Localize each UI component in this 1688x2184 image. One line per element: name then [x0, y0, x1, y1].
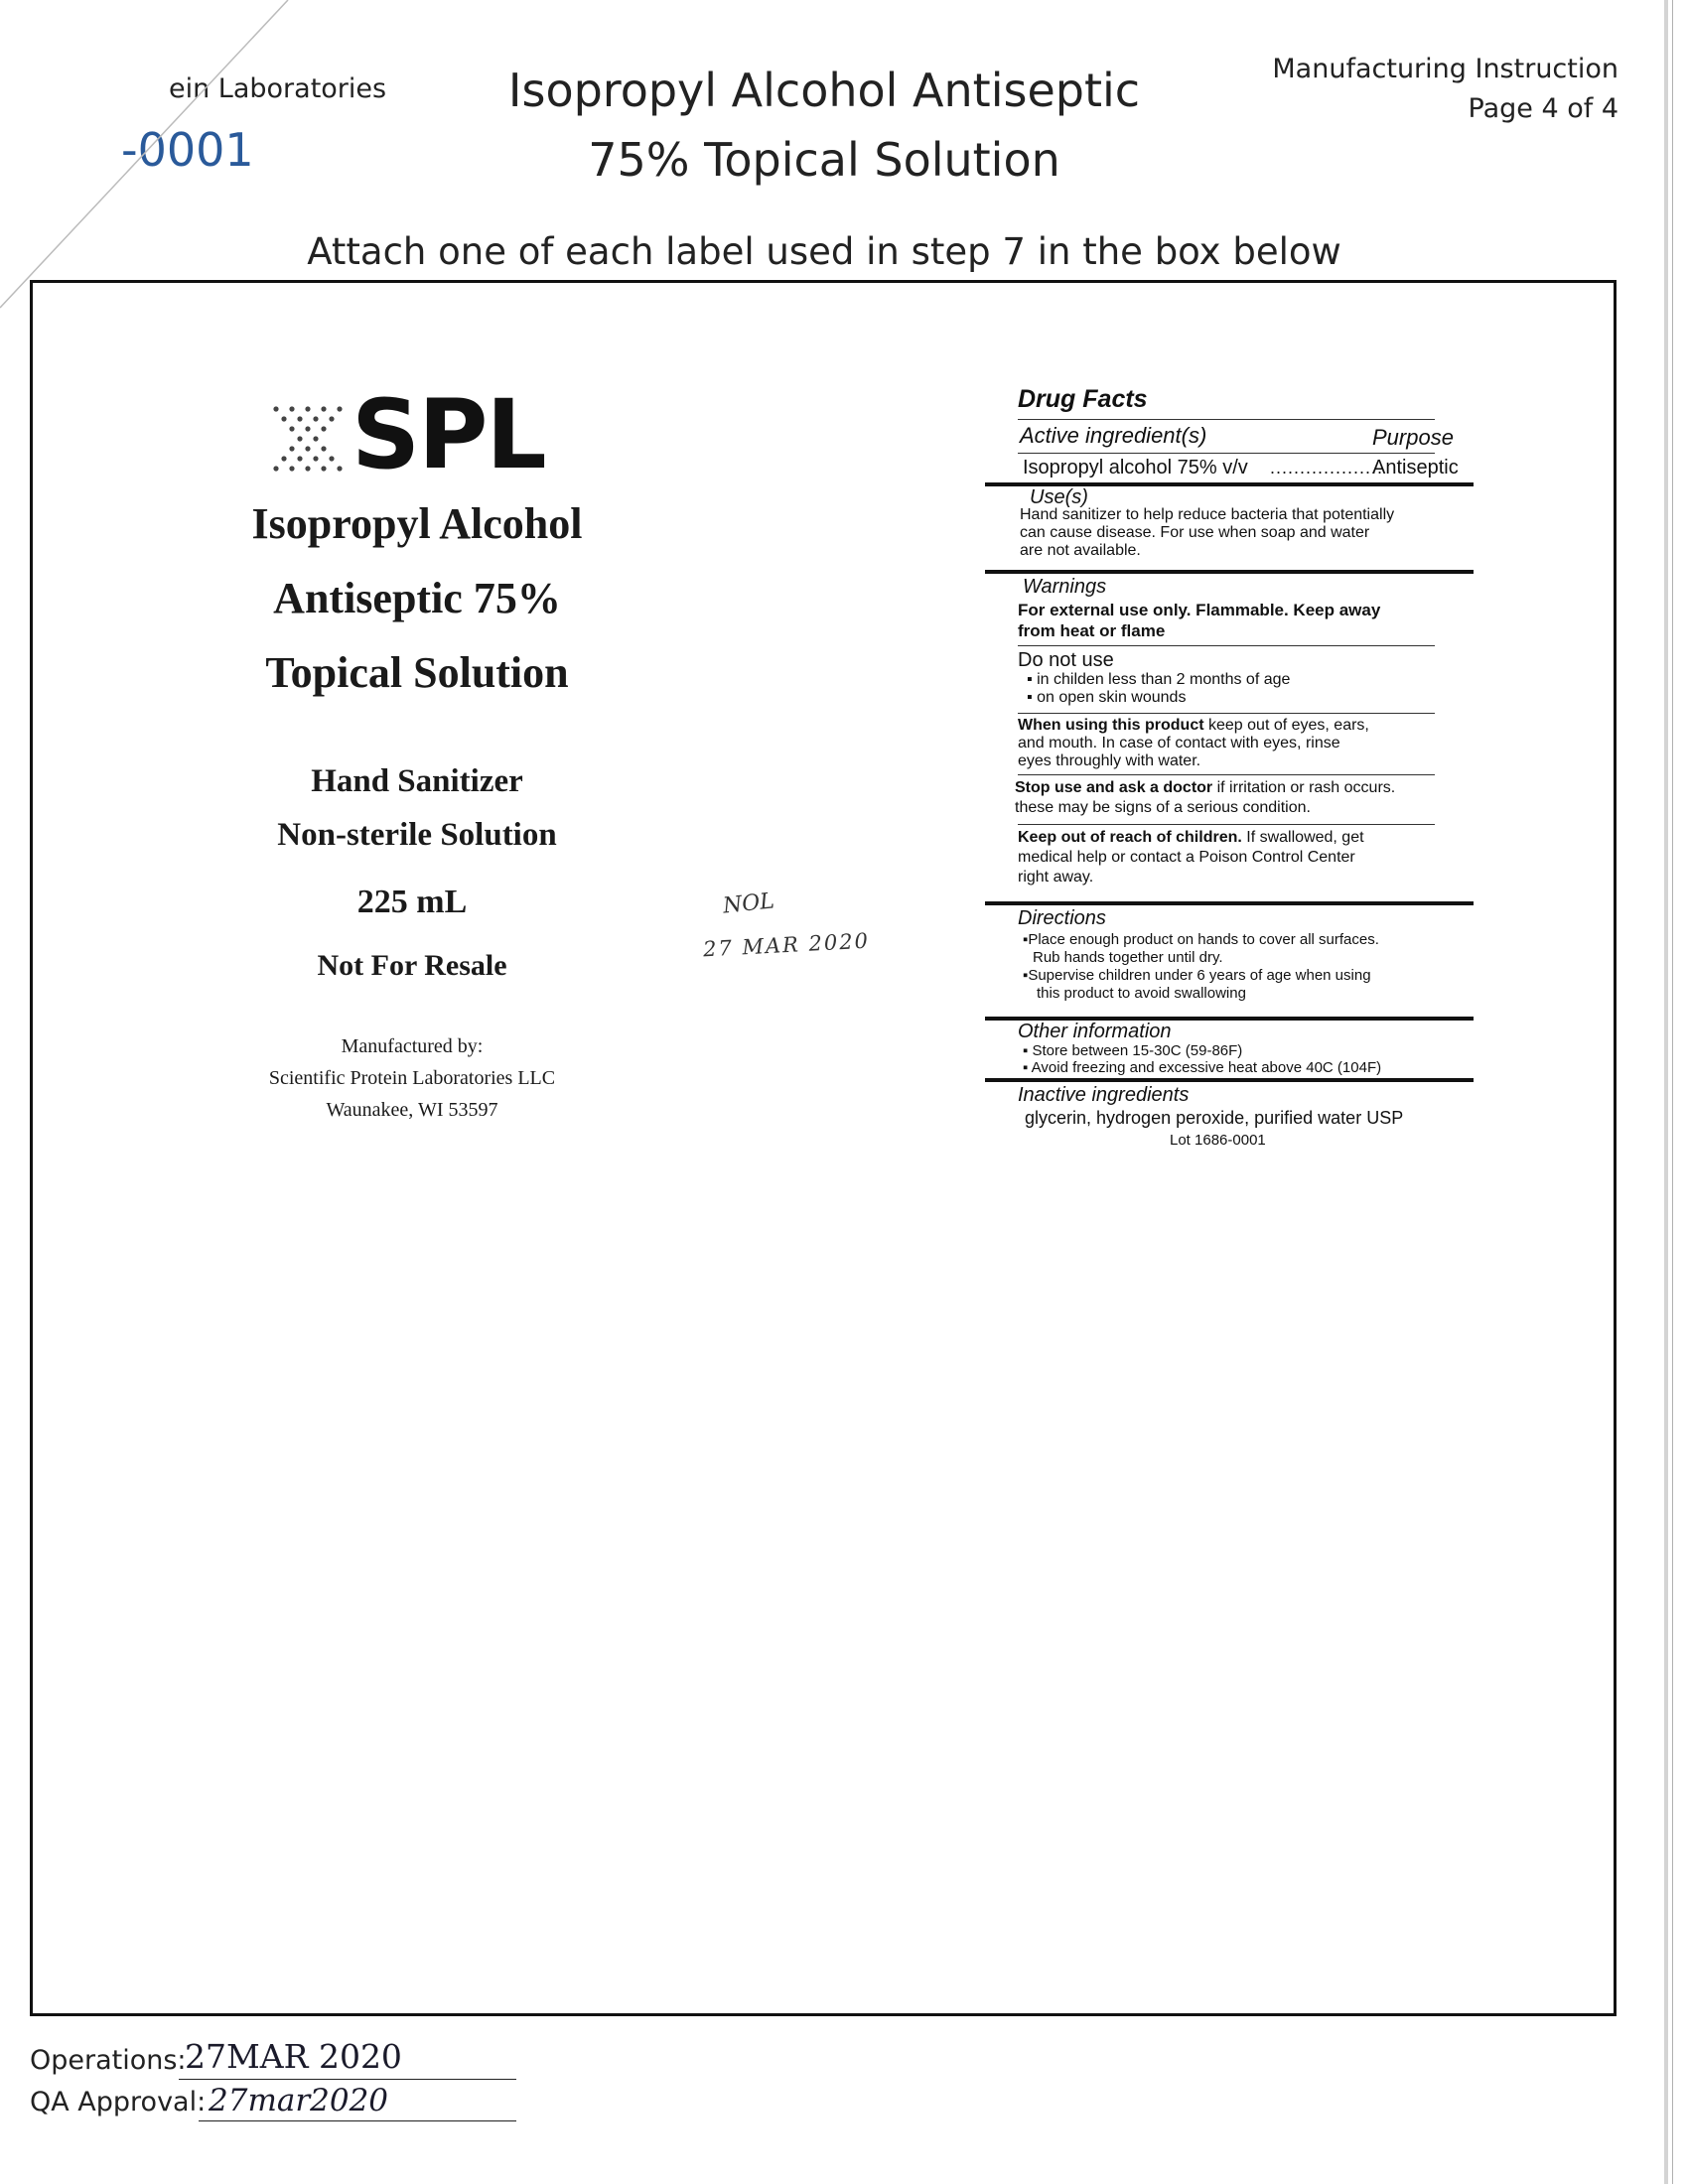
- company-name: ein Laboratories: [169, 73, 387, 104]
- bullet-icon: ▪: [1023, 1059, 1029, 1076]
- bullet-icon: ▪: [1027, 689, 1033, 706]
- inactive-text: glycerin, hydrogen peroxide, purified water USP: [1025, 1108, 1404, 1128]
- keep-out-line1: [1018, 828, 1364, 848]
- keep-out-bold: Keep out of reach of children.: [1018, 829, 1242, 846]
- handwritten-date: 27 MAR 2020: [702, 928, 871, 962]
- manufacturer-block: [199, 1030, 626, 1126]
- operations-label: Operations:: [30, 2045, 187, 2076]
- when-using-line2: and mouth. In case of contact with eyes, rinse: [1018, 735, 1340, 751]
- directions-item2: [1023, 967, 1379, 985]
- bullet-icon: ▪: [1023, 1042, 1029, 1059]
- spl-logo-text: SPL: [352, 379, 545, 490]
- directions-heading: Directions: [1018, 907, 1106, 929]
- when-using-divider: [1018, 774, 1435, 775]
- donot-heading: Do not use: [1018, 649, 1114, 671]
- product-volume: 225 mL: [356, 884, 468, 920]
- inactive-rule: [985, 1078, 1474, 1082]
- when-using-line3: eyes throughly with water.: [1018, 752, 1201, 769]
- uses-text: [1020, 506, 1394, 560]
- other-info-list: [1023, 1042, 1381, 1076]
- drug-facts-panel: [985, 381, 1474, 1165]
- stop-use-rest: if irritation or rash occurs.: [1216, 779, 1396, 796]
- product-name-line3: Topical Solution: [265, 648, 569, 697]
- bullet-icon: ▪: [1023, 967, 1029, 984]
- directions-rule: [985, 901, 1474, 905]
- directions-list: [1023, 931, 1379, 1003]
- other-info-heading: Other information: [1018, 1021, 1172, 1042]
- warnings-heading: Warnings: [1023, 576, 1107, 598]
- donot-item2: [1027, 689, 1290, 707]
- when-using-line1: [1018, 717, 1369, 735]
- stop-use-divider: [1018, 824, 1435, 825]
- other-info-item2-text: Avoid freezing and excessive heat above 40C (104F): [1031, 1059, 1382, 1076]
- product-type: [199, 754, 635, 862]
- stop-use-text: [1015, 778, 1395, 818]
- stop-use-bold: Stop use and ask a doctor: [1015, 779, 1213, 796]
- warnings-line2: from heat or flame: [1018, 621, 1166, 640]
- qa-approval-label: QA Approval:: [30, 2087, 207, 2117]
- uses-line2: can cause disease. For use when soap and water: [1020, 524, 1370, 541]
- operations-signature: 27MAR 2020: [185, 2037, 402, 2076]
- warnings-divider: [1018, 645, 1435, 646]
- uses-line1: Hand sanitizer to help reduce bacteria that potentially: [1020, 506, 1395, 523]
- when-using-text: [1018, 717, 1369, 770]
- directions-item2-line1: Supervise children under 6 years of age when using: [1028, 967, 1371, 984]
- attach-instruction: Attach one of each label used in step 7 in the box below: [307, 230, 1341, 273]
- front-label: [199, 377, 635, 1132]
- directions-item1: [1023, 931, 1379, 949]
- product-name-line1: Isopropyl Alcohol: [251, 499, 583, 548]
- donot-item1: [1027, 671, 1290, 689]
- inactive-heading: Inactive ingredients: [1018, 1084, 1190, 1106]
- document-title: [437, 56, 1211, 195]
- purpose-heading: Purpose: [1372, 425, 1454, 450]
- donot-divider: [1018, 713, 1435, 714]
- drug-facts-title: Drug Facts: [1018, 385, 1148, 413]
- bullet-icon: ▪: [1027, 671, 1033, 688]
- scan-edge-line: [1672, 0, 1673, 2184]
- document-title-line1: Isopropyl Alcohol Antiseptic: [507, 64, 1141, 117]
- warnings-text: [1018, 600, 1380, 641]
- active-ingredient: Isopropyl alcohol 75% v/v: [1023, 457, 1248, 478]
- manufacturer-name: Scientific Protein Laboratories LLC: [268, 1067, 556, 1089]
- keep-out-rest: If swallowed, get: [1246, 829, 1364, 846]
- handwritten-initials: NOL: [721, 888, 776, 919]
- directions-item1-line1: Place enough product on hands to cover all surfaces.: [1028, 931, 1379, 948]
- title-divider: [1018, 419, 1435, 420]
- operations-line: [179, 2079, 516, 2080]
- stop-use-line1: [1015, 778, 1395, 798]
- product-type-line2: Non-sterile Solution: [277, 817, 557, 853]
- keep-out-text: [1018, 828, 1364, 887]
- manufacturer-heading: Manufactured by:: [341, 1035, 484, 1057]
- directions-item2-cont: this product to avoid swallowing: [1037, 985, 1246, 1002]
- bullet-icon: ▪: [1023, 931, 1029, 948]
- uses-heading: Use(s): [1030, 486, 1088, 508]
- active-ingredient-heading: Active ingredient(s): [1020, 423, 1207, 448]
- active-divider: [1018, 453, 1435, 454]
- stop-use-line2: these may be signs of a serious condition.: [1015, 799, 1311, 816]
- active-ingredient-leader: ...................: [1270, 458, 1384, 478]
- product-name: [199, 486, 635, 710]
- spl-logo-icon: [268, 399, 352, 475]
- other-info-item1: [1023, 1042, 1381, 1059]
- product-type-line1: Hand Sanitizer: [311, 763, 523, 799]
- resale-notice: Not For Resale: [317, 949, 507, 982]
- page-number: Page 4 of 4: [1468, 93, 1618, 124]
- directions-item1-cont: Rub hands together until dry.: [1033, 949, 1223, 966]
- qa-approval-line: [199, 2120, 516, 2121]
- active-purpose: Antiseptic: [1372, 457, 1459, 478]
- warnings-line1: For external use only. Flammable. Keep away: [1018, 601, 1381, 619]
- other-info-item1-text: Store between 15-30C (59-86F): [1032, 1042, 1243, 1059]
- donot-list: [1027, 671, 1290, 707]
- manufacturer-city: Waunakee, WI 53597: [326, 1099, 498, 1121]
- lot-number: Lot 1686-0001: [1170, 1132, 1266, 1149]
- document-title-line2: 75% Topical Solution: [588, 133, 1060, 187]
- other-info-item2: [1023, 1059, 1381, 1076]
- document-type: Manufacturing Instruction: [1272, 54, 1618, 84]
- when-using-rest: keep out of eyes, ears,: [1208, 717, 1369, 734]
- warnings-rule: [985, 570, 1474, 574]
- scan-edge-shadow: [1664, 0, 1668, 2184]
- qa-approval-signature: 27mar2020: [209, 2083, 389, 2118]
- product-name-line2: Antiseptic 75%: [273, 574, 561, 622]
- donot-item1-text: in childen less than 2 months of age: [1037, 671, 1291, 688]
- donot-item2-text: on open skin wounds: [1037, 689, 1187, 706]
- uses-line3: are not available.: [1020, 542, 1141, 559]
- spl-logo: [268, 379, 586, 490]
- document-number: -0001: [121, 123, 254, 177]
- when-using-bold: When using this product: [1018, 717, 1204, 734]
- keep-out-line3: right away.: [1018, 869, 1094, 886]
- keep-out-line2: medical help or contact a Poison Control Center: [1018, 849, 1355, 866]
